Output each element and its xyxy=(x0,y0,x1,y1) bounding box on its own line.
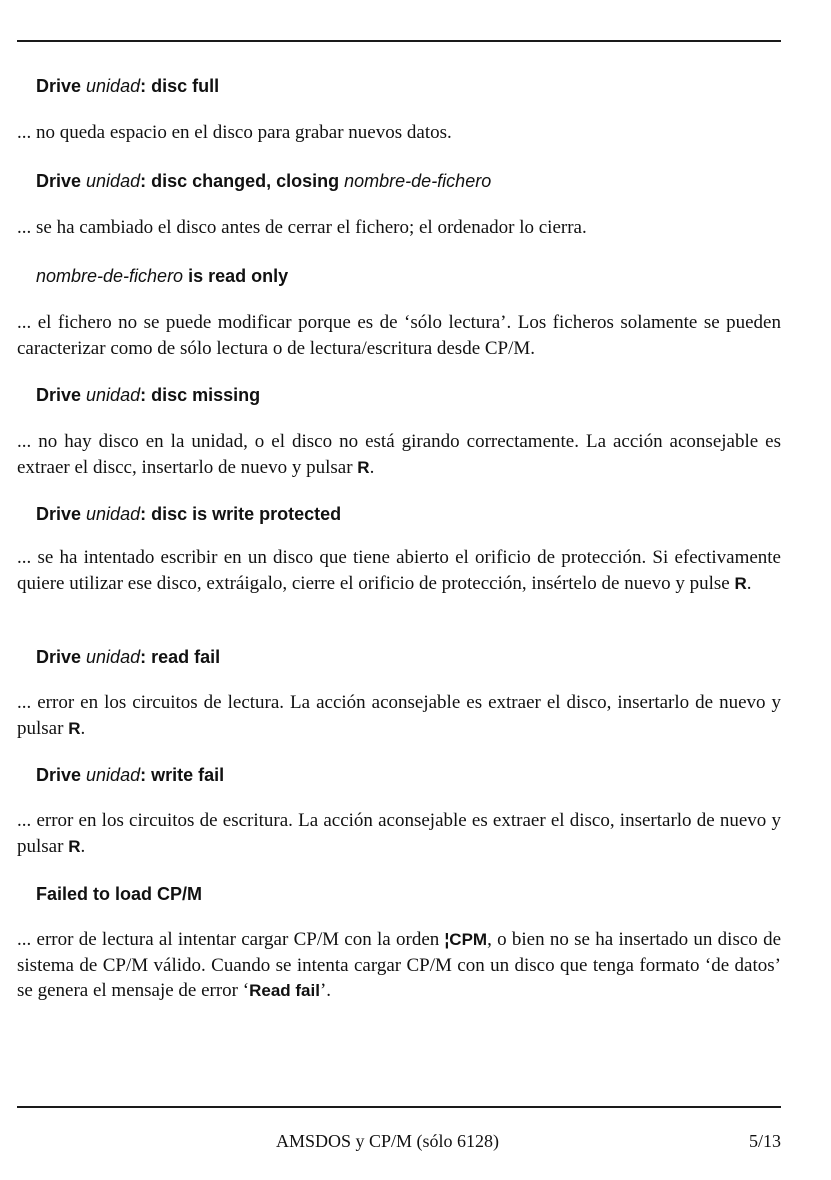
description-disc-missing: ... no hay disco en la unidad, o el disco no está girando correctamente. La acción aconsejable es extraer el discc, insertarlo de nuevo y pulsar R. xyxy=(17,431,781,478)
description-disc-full: ... no queda espacio en el disco para grabar nuevos datos. xyxy=(17,122,452,143)
description-failed-load-cpm: ... error de lectura al intentar cargar CP/M con la orden ¦CPM, o bien no se ha insertado un disco de sistema de CP/M válido. Cuando se intenta cargar CP/M con un disco que tenga formato ‘de datos’ se genera el mensaje de error ‘Read fail’. xyxy=(17,929,782,1001)
error-message-write-fail: Drive unidad: write fail xyxy=(36,765,225,785)
error-message-disc-full: Drive unidad: disc full xyxy=(36,76,220,96)
description-read-only: ... el fichero no se puede modificar porque es de ‘sólo lectura’. Los ficheros solamente se pueden caracterizar como de sólo lectura o de lectura/escritura desde CP/M. xyxy=(17,312,781,359)
error-message-read-fail: Drive unidad: read fail xyxy=(36,647,221,667)
bottom-rule xyxy=(17,1106,781,1108)
error-message-disc-changed: Drive unidad: disc changed, closing nombre-de-fichero xyxy=(36,171,492,191)
top-rule xyxy=(17,40,781,42)
error-message-read-only: nombre-de-fichero is read only xyxy=(36,266,289,286)
error-message-write-protected: Drive unidad: disc is write protected xyxy=(36,504,342,524)
page-number: 5/13 xyxy=(748,1131,781,1151)
description-write-protected: ... se ha intentado escribir en un disco que tiene abierto el orificio de protección. Si efectivamente quiere utilizar ese disco, extráigalo, cierre el orificio de protección, insértelo de nuevo y pulse R. xyxy=(17,547,781,594)
error-message-disc-missing: Drive unidad: disc missing xyxy=(36,385,261,405)
description-disc-changed: ... se ha cambiado el disco antes de cerrar el fichero; el ordenador lo cierra. xyxy=(17,217,587,238)
description-read-fail: ... error en los circuitos de lectura. La acción aconsejable es extraer el disco, insertarlo de nuevo y pulsar R. xyxy=(17,692,781,739)
error-message-failed-load-cpm: Failed to load CP/M xyxy=(36,884,203,904)
footer-title: AMSDOS y CP/M (sólo 6128) xyxy=(276,1131,500,1151)
description-write-fail: ... error en los circuitos de escritura. La acción aconsejable es extraer el disco, insertarlo de nuevo y pulsar R. xyxy=(17,810,781,857)
